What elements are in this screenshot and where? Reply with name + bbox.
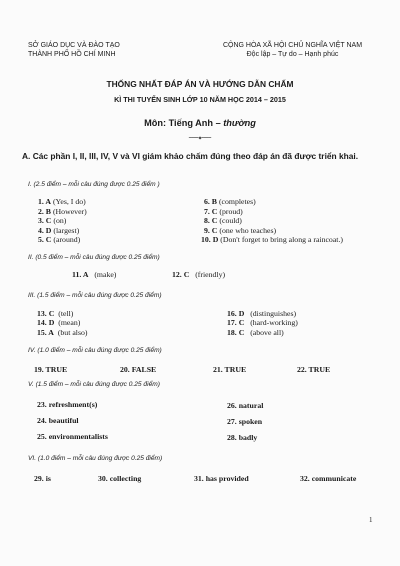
answer-item: 13. C (tell)	[37, 309, 74, 318]
page-subtitle: KÌ THI TUYỂN SINH LỚP 10 NĂM HỌC 2014 – 2015	[114, 95, 286, 104]
answer-item: 27. spoken	[227, 417, 263, 426]
answer-item: 14. D (mean)	[37, 318, 81, 327]
section-6-title: VI. (1.0 điểm – mỗi câu đúng được 0.25 điểm)	[28, 455, 163, 462]
answer-item: 19. TRUE	[34, 365, 68, 374]
department-name: SỞ GIÁO DỤC VÀ ĐÀO TẠO	[28, 42, 120, 49]
answer-item: 10. D (Don't forget to bring along a raincoat.)	[201, 235, 344, 244]
answer-item: 22. TRUE	[297, 365, 331, 374]
answer-item: 2. B (However)	[38, 207, 87, 216]
section-2-title: II. (0.5 điểm – mỗi câu đúng được 0.25 điểm)	[28, 254, 160, 261]
answer-item: 21. TRUE	[213, 365, 247, 374]
answer-item: 5. C (around)	[38, 235, 81, 244]
subject-prefix: Môn: Tiếng Anh –	[144, 118, 224, 128]
answer-item: 7. C (proud)	[204, 207, 243, 216]
answer-item: 29. is	[34, 474, 51, 483]
subject-line	[0, 118, 400, 128]
answer-item: 30. collecting	[98, 474, 142, 483]
answer-item: 11. A (make)	[72, 270, 117, 279]
answer-item: 32. communicate	[300, 474, 357, 483]
answer-item: 12. C (friendly)	[172, 270, 226, 279]
section-3-title: III. (1.5 điểm – mỗi câu đúng được 0.25 điểm)	[28, 292, 162, 299]
country-name: CỘNG HÒA XÃ HỘI CHỦ NGHĨA VIỆT NAM	[222, 42, 363, 49]
answer-item: 16. D (distinguishes)	[227, 309, 297, 318]
answer-item: 25. environmentalists	[37, 432, 108, 441]
answer-item: 31. has provided	[194, 474, 249, 483]
answer-item: 1. A (Yes, I do)	[38, 197, 86, 206]
answer-item: 20. FALSE	[120, 365, 157, 374]
answer-item: 17. C (hard-working)	[227, 318, 298, 327]
answer-item: 24. beautiful	[37, 416, 79, 425]
answer-item: 3. C (on)	[38, 216, 67, 225]
subject-level: thường	[223, 118, 256, 128]
section-5-title: V. (1.5 điểm – mỗi câu đúng được 0.25 điểm)	[28, 381, 160, 388]
answer-item: 6. B (completes)	[204, 197, 256, 206]
answer-item: 4. D (largest)	[38, 226, 80, 235]
answer-item: 8. C (could)	[204, 216, 242, 225]
page-title: THỐNG NHẤT ĐÁP ÁN VÀ HƯỚNG DẪN CHẤM	[106, 79, 294, 89]
answer-item: 15. A (but also)	[37, 328, 88, 337]
instruction-text: A. Các phần I, II, III, IV, V và VI giám khảo chấm đúng theo đáp án đã được triển khai.	[22, 151, 359, 161]
answer-item: 23. refreshment(s)	[37, 400, 98, 409]
answer-item: 9. C (one who teaches)	[204, 226, 277, 235]
answer-item: 18. C (above all)	[227, 328, 284, 337]
page-number: 1	[369, 516, 373, 524]
section-4-title: IV. (1.0 điểm – mỗi câu đúng được 0.25 điểm)	[28, 347, 162, 354]
answer-item: 28. badly	[227, 433, 258, 442]
answer-item: 26. natural	[227, 401, 264, 410]
section-1-title: I. (2.5 điểm – mỗi câu đúng được 0.25 điểm )	[28, 181, 160, 188]
city-name: THÀNH PHỐ HỒ CHÍ MINH	[28, 51, 116, 58]
motto: Độc lập – Tự do – Hạnh phúc	[246, 51, 339, 58]
divider-ornament: ━━━━◆━━━━	[188, 135, 212, 140]
